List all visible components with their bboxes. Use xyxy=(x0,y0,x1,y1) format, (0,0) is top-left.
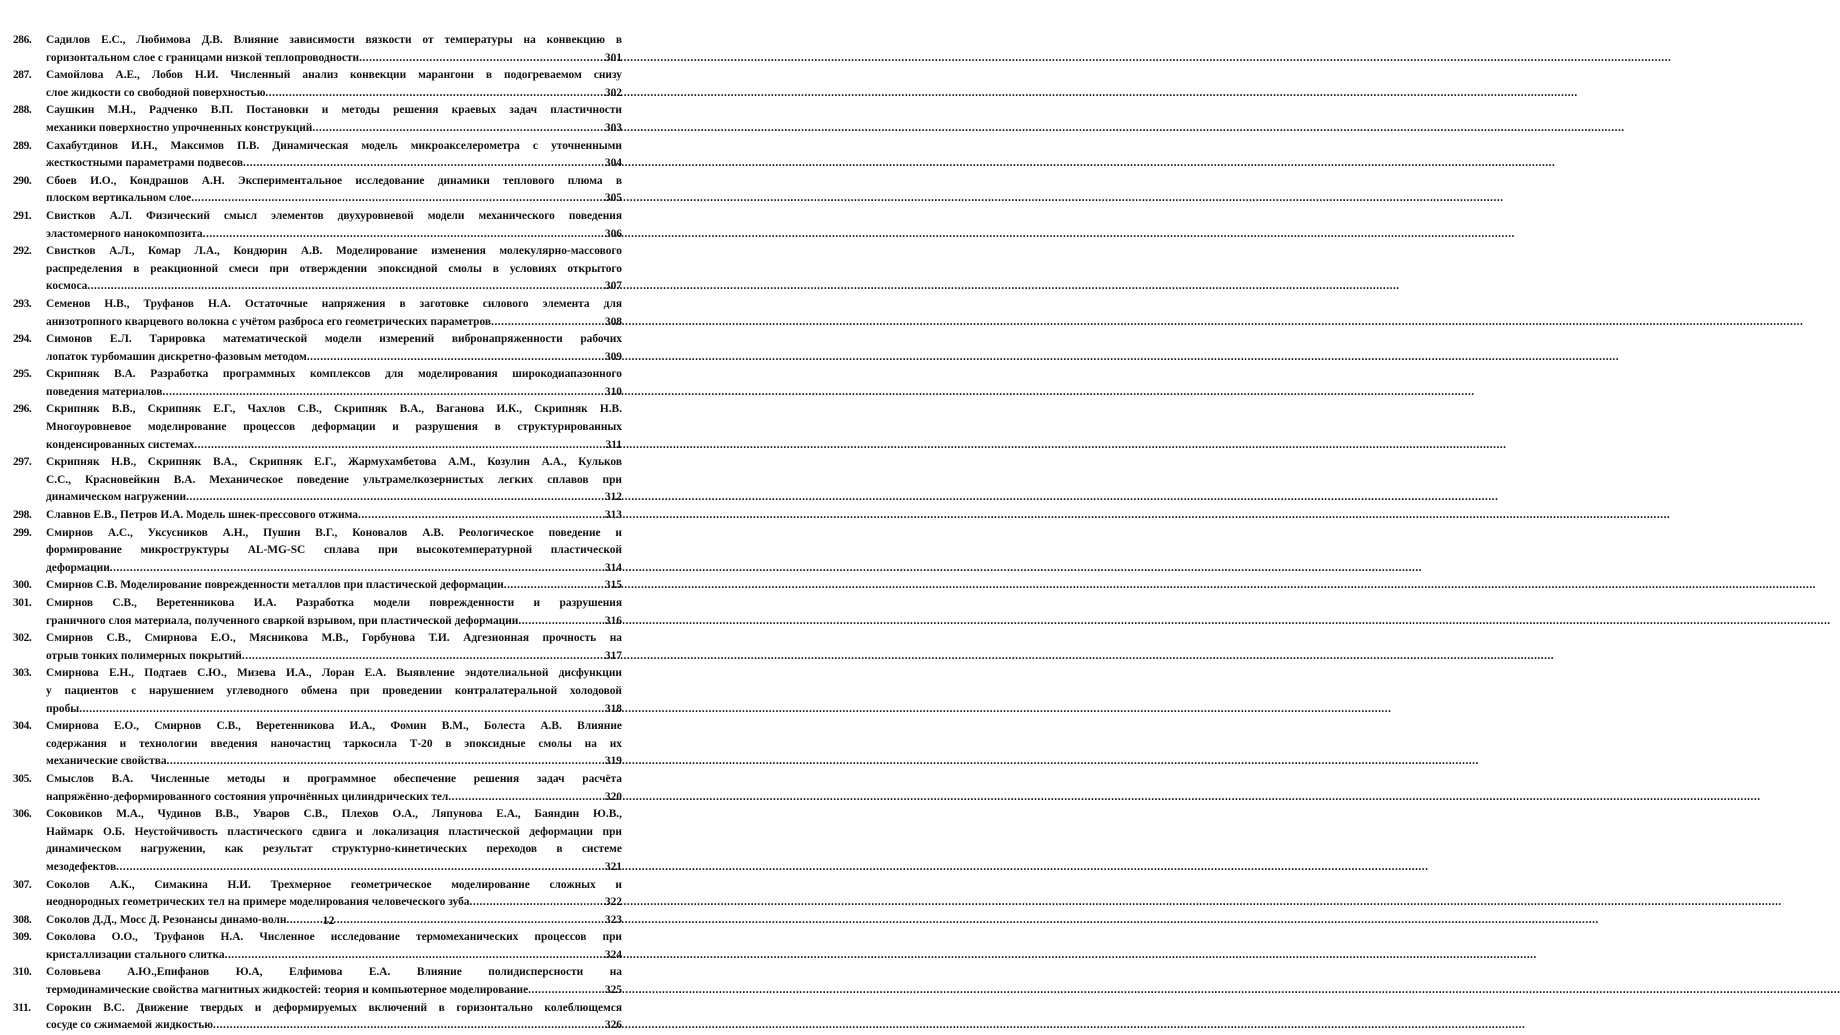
toc-entry xyxy=(13,595,622,630)
toc-page-ref: 322 xyxy=(604,896,622,909)
toc-entry-last-line xyxy=(46,1017,622,1035)
dot-leader xyxy=(243,155,603,173)
dot-leader xyxy=(491,314,603,332)
toc-entry-last-line xyxy=(46,226,622,244)
toc-entry-line: Сбоев И.О., Кондрашов А.Н. Экспериментальное исследование динамики теплового плюма в xyxy=(46,174,622,187)
toc-entry xyxy=(13,401,622,454)
dot-leader xyxy=(242,648,603,666)
toc-page-ref: 306 xyxy=(604,227,622,240)
toc-entry-number: 290. xyxy=(13,174,32,187)
toc-entry-title-end: слое жидкости со свободной поверхностью xyxy=(46,86,266,99)
toc-entry-number: 303. xyxy=(13,667,32,680)
toc-page-ref: 312 xyxy=(604,491,622,504)
toc-entry-title-end: напряжённо-деформированного состояния упрочнённых цилиндрических тел xyxy=(46,790,449,803)
toc-entry-last-line xyxy=(46,437,622,455)
toc-entry-number: 296. xyxy=(13,403,32,416)
toc-entry-last-line xyxy=(46,859,622,877)
toc-entry xyxy=(13,964,622,999)
toc-entry-title-end: конденсированных системах xyxy=(46,438,195,451)
toc-page-ref: 321 xyxy=(604,860,622,873)
toc-page-ref: 308 xyxy=(604,315,622,328)
dot-leader xyxy=(116,859,603,877)
dot-leader xyxy=(358,507,603,525)
toc-entry-last-line xyxy=(46,560,622,578)
toc-entry-title-end: мезодефектов xyxy=(46,860,117,873)
dot-leader xyxy=(448,789,603,807)
toc-entry-line: Многоуровневое моделирование процессов деформации и разрушения в структурированных xyxy=(46,421,622,434)
dot-leader xyxy=(87,278,603,296)
toc-page-ref: 316 xyxy=(604,614,622,627)
toc-entry-title-end: кристаллизации стального слитка xyxy=(46,948,225,961)
dot-leader xyxy=(528,982,603,1000)
toc-entry-title-end: механические свойства xyxy=(46,755,167,768)
toc-entry xyxy=(13,718,622,771)
toc-entry-last-line xyxy=(46,753,622,771)
toc-entry-last-line xyxy=(46,789,622,807)
toc-entry-line: Скрипняк В.В., Скрипняк Е.Г., Чахлов С.В., Скрипняк В.А., Ваганова И.К., Скрипняк Н.В. xyxy=(46,403,622,416)
toc-page-ref: 302 xyxy=(604,86,622,99)
toc-entry-line: Соколов А.К., Симакина Н.И. Трехмерное геометрическое моделирование сложных и xyxy=(46,878,622,891)
toc-entry-line: С.С., Красновейкин В.А. Механическое поведение ультрамелкозернистых легких сплавов при xyxy=(46,473,622,486)
toc-entry-last-line xyxy=(46,50,622,68)
toc-entry xyxy=(13,32,622,67)
toc-entry xyxy=(13,525,622,578)
toc-entry-last-line xyxy=(46,489,622,507)
toc-entry-line: Сорокин В.С. Движение твердых и деформируемых включений в горизонтально колеблющемся xyxy=(46,1001,622,1014)
dot-leader xyxy=(167,753,603,771)
toc-entry-title-end: Соколов Д.Д., Мосс Д. Резонансы динамо-волн xyxy=(46,913,287,926)
toc-entry-line: Свистков А.Л. Физический смысл элементов двухуровневой модели механического поведения xyxy=(46,209,622,222)
toc-entry-last-line xyxy=(46,120,622,138)
toc-entry-line: Смыслов В.А. Численные методы и программное обеспечение решения задач расчёта xyxy=(46,772,622,785)
dot-leader xyxy=(225,947,603,965)
toc-entry-number: 287. xyxy=(13,69,32,82)
dot-leader xyxy=(191,190,603,208)
toc-entry-number: 291. xyxy=(13,209,32,222)
toc-page-ref: 317 xyxy=(604,649,622,662)
toc-entry-last-line xyxy=(46,190,622,208)
page-number: 12 xyxy=(322,913,335,927)
toc-entry xyxy=(13,138,622,173)
toc-entry-title-end: плоском вертикальном слое xyxy=(46,192,192,205)
toc-entry xyxy=(13,630,622,665)
toc-entry-line: Самойлова А.Е., Лобов Н.И. Численный анализ конвекции марангони в подогреваемом снизу xyxy=(46,69,622,82)
toc-entry-line: Семенов Н.В., Труфанов Н.А. Остаточные напряжения в заготовке силового элемента для xyxy=(46,297,622,310)
toc-page-ref: 324 xyxy=(604,948,622,961)
toc-entry-line: Наймарк О.Б. Неустойчивость пластического сдвига и локализация пластической деформации при xyxy=(46,825,622,838)
toc-entry-line: Симонов Е.Л. Тарировка математической модели измерений вибронапряженности рабочих xyxy=(46,333,622,346)
toc-entry-last-line xyxy=(46,613,622,631)
dot-leader xyxy=(79,701,603,719)
toc-entry-last-line xyxy=(46,85,622,103)
toc-entry-title-end: деформации xyxy=(46,561,110,574)
toc-entry-number: 305. xyxy=(13,772,32,785)
dot-leader xyxy=(265,85,602,103)
toc-entry-title-end: пробы xyxy=(46,702,80,715)
table-of-contents xyxy=(13,32,622,1035)
toc-entry-number: 304. xyxy=(13,720,32,733)
toc-entry-line: Смирнова Е.О., Смирнов С.В., Веретенникова И.А., Фомин В.М., Болеста А.В. Влияние xyxy=(46,720,622,733)
toc-entry xyxy=(13,507,622,525)
toc-entry-last-line xyxy=(46,894,622,912)
toc-entry-line: Садилов Е.С., Любимова Д.В. Влияние зависимости вязкости от температуры на конвекцию в xyxy=(46,34,622,46)
toc-entry xyxy=(13,366,622,401)
toc-entry-title-end: жесткостными параметрами подвесов xyxy=(46,157,244,170)
toc-entry-last-line xyxy=(46,982,622,1000)
toc-entry-number: 294. xyxy=(13,333,32,346)
toc-entry-line: Скрипняк Н.В., Скрипняк В.А., Скрипняк Е.Г., Жармухамбетова А.М., Козулин А.А., Кульков xyxy=(46,456,622,469)
toc-entry-number: 301. xyxy=(13,597,32,609)
toc-entry-number: 293. xyxy=(13,297,32,310)
toc-entry xyxy=(13,806,622,876)
toc-entry-line: у пациентов с нарушением углеводного обмена при проведении контралатеральной холодовой xyxy=(46,684,622,697)
toc-page-ref: 307 xyxy=(604,280,622,293)
toc-entry-title-end: анизотропного кварцевого волокна с учётом разброса его геометрических параметров xyxy=(46,315,492,328)
toc-entry xyxy=(13,1000,622,1035)
toc-entry-last-line xyxy=(46,947,622,965)
toc-entry-title-end: эластомерного нанокомпозита xyxy=(46,227,203,240)
toc-entry-last-line xyxy=(46,155,622,173)
toc-entry xyxy=(13,454,622,507)
toc-entry-number: 306. xyxy=(13,808,32,821)
toc-entry xyxy=(13,208,622,243)
toc-page-ref: 301 xyxy=(604,51,622,64)
toc-entry-number: 288. xyxy=(13,104,32,117)
toc-entry-line: формирование микроструктуры AL-MG-SC сплава при высокотемпературной пластической xyxy=(46,544,622,557)
toc-entry-number: 311. xyxy=(13,1001,31,1014)
dot-leader xyxy=(504,577,603,595)
toc-page-ref: 305 xyxy=(604,192,622,205)
toc-entry-title-end: динамическом нагружении xyxy=(46,491,187,504)
dot-leader xyxy=(518,613,603,631)
dot-leader xyxy=(186,489,603,507)
toc-entry-number: 299. xyxy=(13,526,32,539)
toc-entry-line: Скрипняк В.А. Разработка программных комплексов для моделирования широкодиапазонного xyxy=(46,368,622,381)
toc-entry xyxy=(13,929,622,964)
toc-entry-last-line xyxy=(46,314,622,332)
toc-page-ref: 310 xyxy=(604,385,622,398)
toc-entry-last-line xyxy=(46,701,622,719)
toc-entry-number: 297. xyxy=(13,456,32,469)
toc-entry xyxy=(13,173,622,208)
toc-page-ref: 313 xyxy=(604,509,622,522)
toc-entry xyxy=(13,331,622,366)
toc-entry xyxy=(13,877,622,912)
toc-entry-last-line xyxy=(46,507,622,525)
toc-entry-line: Саушкин М.Н., Радченко В.П. Постановки и методы решения краевых задач пластичности xyxy=(46,104,622,117)
toc-entry-number: 298. xyxy=(13,509,32,522)
toc-entry-number: 307. xyxy=(13,878,32,891)
toc-entry-title-end: механики поверхностно упрочненных конструкций xyxy=(46,121,313,134)
toc-entry-line: Смирнов С.В., Веретенникова И.А. Разработка модели поврежденности и разрушения xyxy=(46,597,622,609)
toc-entry-title-end: лопаток турбомашин дискретно-фазовым методом xyxy=(46,350,307,363)
toc-entry-number: 295. xyxy=(13,368,32,381)
toc-page-ref: 314 xyxy=(604,561,622,574)
toc-page-ref: 318 xyxy=(604,702,622,715)
toc-entry-title-end: горизонтальном слое с границами низкой теплопроводности xyxy=(46,51,360,64)
toc-entry-last-line xyxy=(46,648,622,666)
toc-entry-title-end: поведения материалов xyxy=(46,385,163,398)
toc-entry xyxy=(13,102,622,137)
toc-page-ref: 320 xyxy=(604,790,622,803)
toc-entry-last-line xyxy=(46,577,622,595)
toc-entry-line: Соковиков М.А., Чудинов В.В., Уваров С.В., Плехов О.А., Ляпунова Е.А., Баяндин Ю.В., xyxy=(46,808,622,821)
toc-entry-title-end: граничного слоя материала, полученного сваркой взрывом, при пластической деформации xyxy=(46,614,519,627)
toc-entry-title-end: космоса xyxy=(46,280,88,293)
toc-entry-title-end: неоднородных геометрических тел на примере моделирования человеческого зуба xyxy=(46,896,470,909)
document-page xyxy=(0,0,657,1032)
toc-page-ref: 309 xyxy=(604,350,622,363)
toc-entry-title-end: сосуде со сжимаемой жидкостью xyxy=(46,1019,213,1032)
toc-entry-number: 289. xyxy=(13,139,32,152)
toc-page-ref: 325 xyxy=(604,984,622,997)
toc-entry-number: 309. xyxy=(13,931,32,944)
dot-leader xyxy=(307,349,603,367)
toc-entry-number: 292. xyxy=(13,245,32,258)
toc-entry-number: 308. xyxy=(13,913,32,926)
dot-leader xyxy=(359,50,603,68)
toc-entry-line: Свистков А.Л., Комар Л.А., Кондюрин А.В. Моделирование изменения молекулярно-массового xyxy=(46,245,622,258)
toc-entry-last-line xyxy=(46,384,622,402)
toc-entry-line: Смирнов С.В., Смирнова Е.О., Мясникова М.В., Горбунова Т.И. Адгезионная прочность на xyxy=(46,632,622,645)
toc-entry xyxy=(13,243,622,296)
dot-leader xyxy=(162,384,603,402)
toc-entry xyxy=(13,665,622,718)
toc-entry-line: Смирнова Е.Н., Подтаев С.Ю., Мизева И.А., Лоран Е.А. Выявление эндотелиальной дисфункции xyxy=(46,667,622,680)
dot-leader xyxy=(213,1017,603,1035)
toc-page-ref: 323 xyxy=(604,913,622,926)
toc-entry-number: 300. xyxy=(13,579,32,592)
toc-entry-title-end: Смирнов С.В. Моделирование поврежденности металлов при пластической деформации xyxy=(46,579,504,592)
toc-entry-line: Смирнов А.С., Уксусников А.Н., Пушин В.Г., Коновалов А.В. Реологическое поведение и xyxy=(46,526,622,539)
dot-leader xyxy=(470,894,603,912)
toc-page-ref: 315 xyxy=(604,579,622,592)
toc-entry-title-end: Славнов Е.В., Петров И.А. Модель шнек-прессового отжима xyxy=(46,509,358,522)
toc-page-ref: 319 xyxy=(604,755,622,768)
toc-entry xyxy=(13,67,622,102)
toc-entry-title-end: отрыв тонких полимерных покрытий xyxy=(46,649,242,662)
toc-page-ref: 311 xyxy=(605,438,622,451)
toc-entry-line: Соловьева А.Ю.,Епифанов Ю.А, Елфимова Е.А. Влияние полидисперсности на xyxy=(46,966,622,979)
toc-entry-last-line xyxy=(46,278,622,296)
toc-entry-title-end: термодинамические свойства магнитных жидкостей: теория и компьютерное моделирование xyxy=(46,984,529,997)
toc-entry-line: Соколова О.О., Труфанов Н.А. Численное исследование термомеханических процессов при xyxy=(46,931,622,944)
toc-entry xyxy=(13,771,622,806)
toc-page-ref: 326 xyxy=(604,1019,622,1032)
dot-leader xyxy=(203,226,603,244)
toc-entry-line: содержания и технологии введения наночастиц таркосила Т-20 в эпоксидные смолы на их xyxy=(46,737,622,750)
dot-leader xyxy=(312,120,603,138)
dot-leader xyxy=(194,437,603,455)
toc-page-ref: 304 xyxy=(604,157,622,170)
dot-leader xyxy=(110,560,603,578)
toc-entry-number: 302. xyxy=(13,632,32,645)
toc-entry-number: 310. xyxy=(13,966,32,979)
toc-entry-number: 286. xyxy=(13,34,32,46)
toc-entry xyxy=(13,577,622,595)
toc-entry-line: распределения в реакционной смеси при отверждении эпоксидной смолы в условиях открытого xyxy=(46,262,622,275)
toc-entry-line: динамическом нагружении, как результат структурно-кинетических переходов в системе xyxy=(46,843,622,856)
toc-page-ref: 303 xyxy=(604,121,622,134)
toc-entry-line: Сахабутдинов И.Н., Максимов П.В. Динамическая модель микроакселерометра с уточненными xyxy=(46,139,622,152)
toc-entry-last-line xyxy=(46,349,622,367)
toc-entry xyxy=(13,296,622,331)
